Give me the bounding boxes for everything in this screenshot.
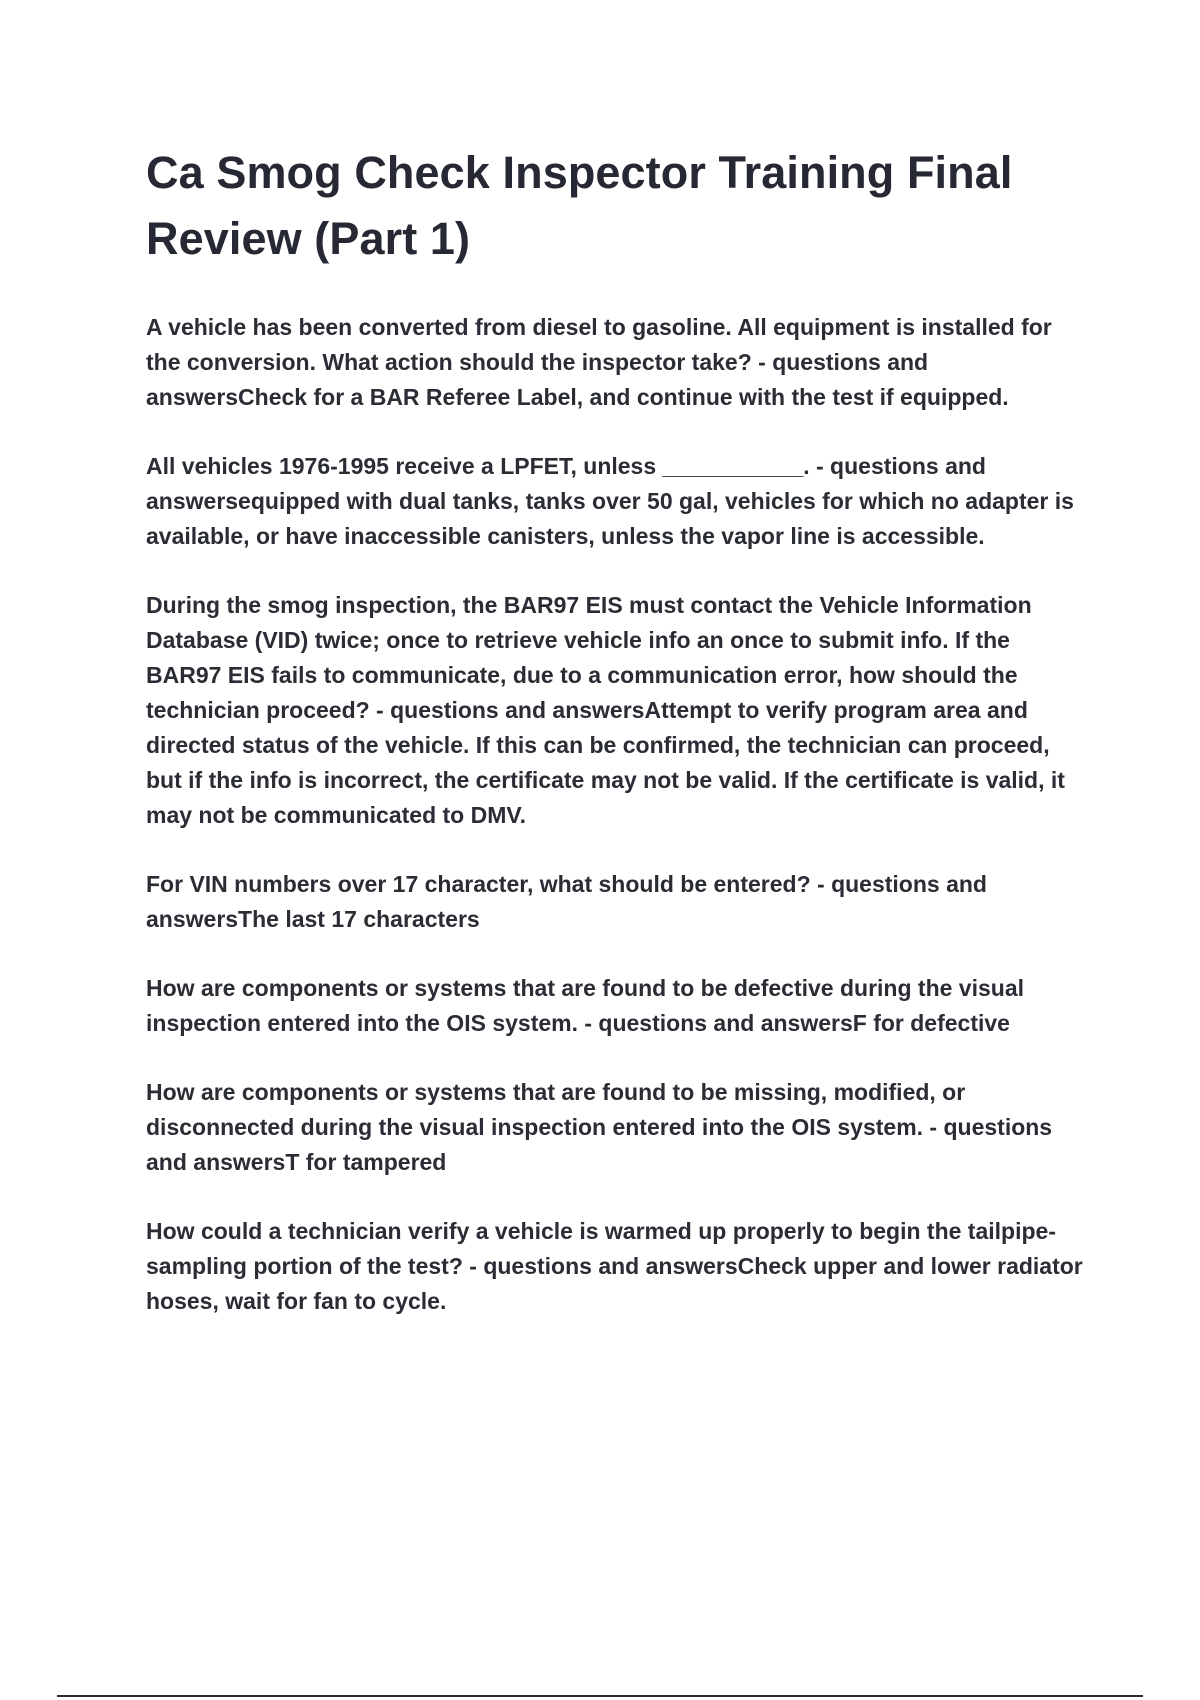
qa-entry: How are components or systems that are found to be missing, modified, or disconnected during the visual inspection entered into the OIS system. - questions and answersT for tampered <box>146 1079 1053 1175</box>
document-title: Ca Smog Check Inspector Training Final Review (Part 1) <box>146 147 1013 264</box>
qa-entry: How are components or systems that are found to be defective during the visual inspection entered into the OIS system. - questions and answersF for defective <box>146 975 1025 1036</box>
qa-entry: All vehicles 1976-1995 receive a LPFET, unless ___________. - questions and answersequipped with dual tanks, tanks over 50 gal, vehicles for which no adapter is available, or have inaccessible canisters, unless the vapor line is accessible. <box>146 453 1074 549</box>
qa-entry: A vehicle has been converted from diesel to gasoline. All equipment is installed for the conversion. What action should the inspector take? - questions and answersCheck for a BAR Referee Label, and continue with the test if equipped. <box>146 314 1052 410</box>
footer-divider <box>57 1695 1143 1697</box>
qa-entry: During the smog inspection, the BAR97 EIS must contact the Vehicle Information Database (VID) twice; once to retrieve vehicle info an once to submit info. If the BAR97 EIS fails to communicate, due to a communication error, how should the technician proceed? - questions and answersAttempt to verify program area and directed status of the vehicle. If this can be confirmed, the technician can proceed, but if the info is incorrect, the certificate may not be valid. If the certificate is valid, it may not be communicated to DMV. <box>146 592 1065 828</box>
qa-list <box>146 310 1086 1353</box>
qa-entry: How could a technician verify a vehicle is warmed up properly to begin the tailpipe-sampling portion of the test? - questions and answersCheck upper and lower radiator hoses, wait for fan to cycle. <box>146 1218 1083 1314</box>
qa-entry: For VIN numbers over 17 character, what should be entered? - questions and answersThe last 17 characters <box>146 871 987 932</box>
